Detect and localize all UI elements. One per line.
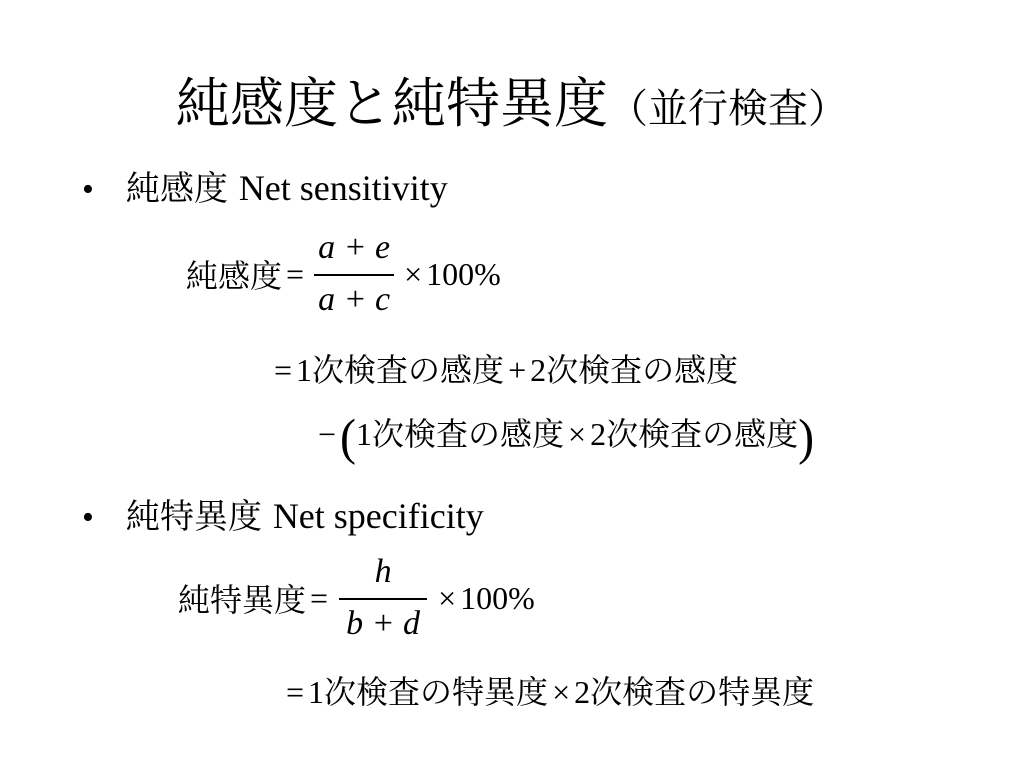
equals-sign: = [286, 674, 305, 710]
specificity-en-label: Net specificity [272, 496, 484, 536]
title-main: 純感度と純特異度 [176, 72, 608, 135]
equals-sign: = [310, 579, 329, 616]
specificity-product-line [282, 672, 814, 712]
test-number-1: 1 [296, 352, 313, 388]
sensitivity-lhs: 純感度 [186, 257, 283, 295]
sensitivity-numerator: a + e [314, 228, 394, 276]
title-sub: （並行検査） [608, 86, 848, 132]
first-test-specificity: 次検査の特異度 [324, 673, 549, 711]
sensitivity-jp-label: 純感度 [126, 169, 228, 209]
specificity-formula [178, 552, 535, 644]
test-number-2: 2 [590, 416, 607, 452]
times-sign: × [438, 579, 457, 616]
sensitivity-en-label: Net sensitivity [238, 168, 448, 208]
test-number-2: 2 [530, 352, 547, 388]
equals-sign: = [286, 255, 305, 292]
sensitivity-expansion-line [270, 350, 738, 390]
test-number-1: 1 [308, 674, 325, 710]
plus-sign: + [508, 352, 527, 388]
percent-value: 100% [460, 579, 535, 616]
sensitivity-product-line [314, 409, 815, 465]
second-test-specificity: 次検査の特異度 [590, 673, 815, 711]
times-sign: × [404, 255, 423, 292]
second-test-sensitivity: 次検査の感度 [546, 351, 739, 389]
bullet-net-specificity [82, 496, 484, 538]
test-number-1: 1 [356, 416, 373, 452]
slide-title [0, 72, 1024, 141]
percent-value: 100% [426, 255, 501, 292]
first-test-sensitivity: 次検査の感度 [372, 415, 565, 453]
bullet-dot: • [82, 499, 94, 536]
sensitivity-fraction [314, 228, 394, 320]
second-test-sensitivity: 次検査の感度 [606, 415, 799, 453]
bullet-net-sensitivity [82, 168, 448, 210]
first-test-sensitivity: 次検査の感度 [312, 351, 505, 389]
specificity-jp-label: 純特異度 [126, 497, 262, 537]
specificity-numerator: h [339, 552, 427, 600]
bullet-dot: • [82, 171, 94, 208]
sensitivity-formula [186, 228, 501, 320]
sensitivity-denominator: a + c [318, 281, 391, 318]
specificity-lhs: 純特異度 [178, 581, 307, 619]
equals-sign: = [274, 352, 293, 388]
minus-sign: − [318, 416, 337, 452]
specificity-denominator: b + d [346, 605, 421, 642]
specificity-fraction [338, 552, 428, 644]
times-sign: × [568, 416, 587, 452]
right-paren: ) [798, 409, 815, 465]
test-number-2: 2 [574, 674, 591, 710]
left-paren: ( [340, 409, 357, 465]
times-sign: × [552, 674, 571, 710]
